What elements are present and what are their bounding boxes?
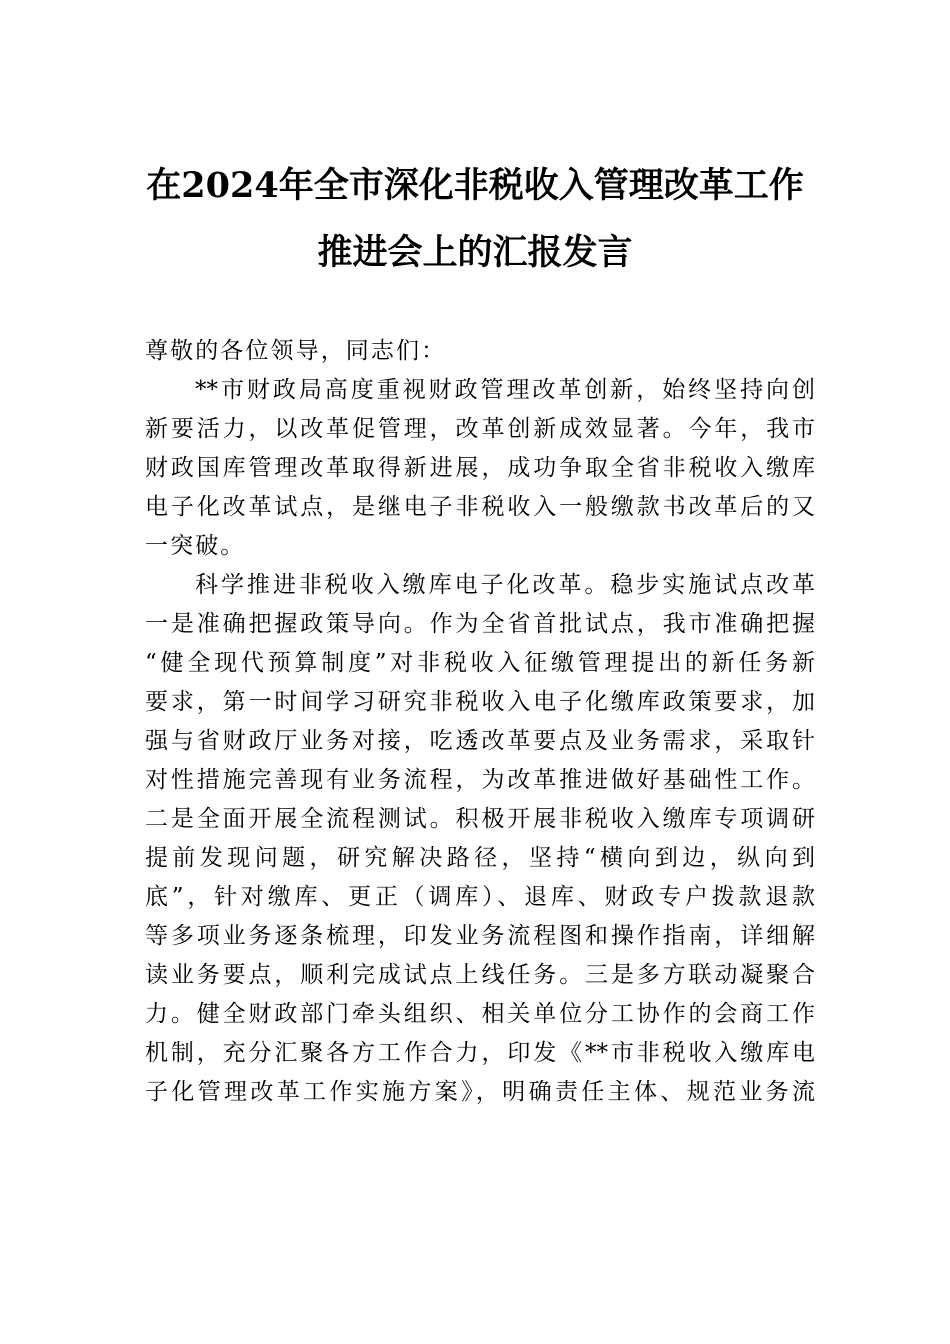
document-body: [145, 332, 815, 1112]
body-line: 等多项业务逐条梳理，印发业务流程图和操作指南，详细解: [145, 923, 815, 949]
body-line: 读业务要点，顺利完成试点上线任务。三是多方联动凝聚合: [145, 962, 815, 988]
body-line: 电子化改革试点，是继电子非税收入一般缴款书改革后的又: [145, 494, 815, 520]
body-line: 机制，充分汇聚各方工作合力，印发《**市非税收入缴库电: [145, 1040, 815, 1066]
body-line: 底”，针对缴库、更正（调库）、退库、财政专户拨款退款: [145, 884, 815, 910]
body-line: “健全现代预算制度”对非税收入征缴管理提出的新任务新: [145, 650, 815, 676]
body-line: 强与省财政厅业务对接，吃透改革要点及业务需求，采取针: [145, 728, 815, 754]
body-line: **市财政局高度重视财政管理改革创新，始终坚持向创: [195, 377, 815, 403]
body-line: 对性措施完善现有业务流程，为改革推进做好基础性工作。: [145, 767, 815, 793]
document-title-line-1: 在2024年全市深化非税收入管理改革工作: [146, 165, 804, 206]
body-line: 子化管理改革工作实施方案》，明确责任主体、规范业务流: [145, 1079, 815, 1105]
body-line: 要求，第一时间学习研究非税收入电子化缴库政策要求，加: [145, 689, 815, 715]
body-line: 提前发现问题，研究解决路径，坚持“横向到边，纵向到: [145, 845, 815, 871]
body-line: 二是全面开展全流程测试。积极开展非税收入缴库专项调研: [145, 806, 815, 832]
body-line: 一是准确把握政策导向。作为全省首批试点，我市准确把握: [145, 611, 815, 637]
body-line: 新要活力，以改革促管理，改革创新成效显著。今年，我市: [145, 416, 815, 442]
body-line: 一突破。: [145, 533, 246, 559]
body-line: 力。健全财政部门牵头组织、相关单位分工协作的会商工作: [145, 1001, 815, 1027]
body-line: 科学推进非税收入缴库电子化改革。稳步实施试点改革: [195, 572, 815, 598]
salutation: 尊敬的各位领导，同志们：: [145, 338, 447, 364]
document-title-line-2: 推进会上的汇报发言: [317, 232, 633, 273]
body-line: 财政国库管理改革取得新进展，成功争取全省非税收入缴库: [145, 455, 815, 481]
